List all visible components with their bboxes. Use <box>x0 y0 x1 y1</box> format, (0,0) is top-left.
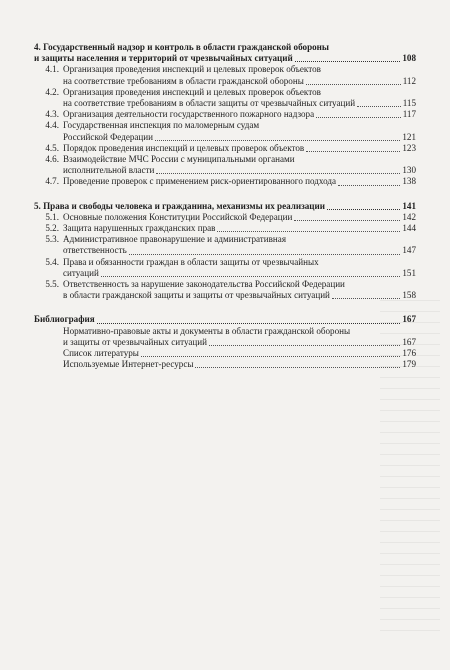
bibliography-item-1 <box>34 326 416 337</box>
leader-dots <box>306 84 401 85</box>
chapter-4-title-cont: и защиты населения и территорий от чрезвычайных ситуаций <box>34 53 293 64</box>
item-title-cont: ответственность <box>63 245 127 256</box>
toc-item-4-2-cont <box>34 98 416 109</box>
item-title: Защита нарушенных гражданских прав <box>63 223 216 234</box>
page-number: 151 <box>402 267 416 278</box>
item-title-cont: на соответствие требованиям в области защиты от чрезвычайных ситуаций <box>63 98 356 109</box>
item-number: 5.1. <box>45 211 59 222</box>
leader-dots <box>357 106 401 107</box>
page-number: 147 <box>402 245 416 256</box>
chapter-5-title-row <box>34 201 416 212</box>
toc-item-4-7 <box>34 176 416 187</box>
page-number: 141 <box>402 200 416 211</box>
toc-item-5-3-cont <box>34 245 416 256</box>
item-title: Административное правонарушение и административная <box>63 234 287 245</box>
leader-dots <box>141 356 400 357</box>
item-number: 4.2. <box>45 86 59 97</box>
page-number: 115 <box>402 98 416 109</box>
toc-item-4-4-cont <box>34 132 416 143</box>
leader-dots <box>195 367 400 368</box>
item-title-cont: ситуаций <box>63 267 99 278</box>
item-title: Нормативно-правовые акты и документы в области гражданской обороны <box>63 325 351 336</box>
toc-item-4-1 <box>34 64 416 75</box>
item-title: Используемые Интернет-ресурсы <box>63 359 194 370</box>
toc-item-5-5-cont <box>34 290 416 301</box>
page-number: 130 <box>402 165 416 176</box>
toc-item-5-1 <box>34 212 416 223</box>
toc-item-4-6-cont <box>34 165 416 176</box>
leader-dots <box>129 254 401 255</box>
table-of-contents <box>34 42 416 370</box>
item-number: 5.3. <box>45 234 59 245</box>
item-title: Организация деятельности государственного пожарного надзора <box>63 109 315 120</box>
leader-dots <box>338 185 400 186</box>
item-title-cont: Российской Федерации <box>63 131 154 142</box>
page-number: 121 <box>402 131 416 142</box>
page-number: 179 <box>402 359 416 370</box>
item-title-cont: исполнительной власти <box>63 165 155 176</box>
toc-item-5-3 <box>34 234 416 245</box>
chapter-4-title-line-1 <box>34 42 416 53</box>
item-title: Проведение проверок с применением риск-ориентированного подхода <box>63 176 337 187</box>
item-title: Организация проведения инспекций и целевых проверок объектов <box>63 86 321 97</box>
chapter-4-title-line-2 <box>34 53 416 64</box>
leader-dots <box>332 298 400 299</box>
bibliography-item-1-cont <box>34 337 416 348</box>
item-number: 4.5. <box>45 142 59 153</box>
toc-item-5-4-cont <box>34 268 416 279</box>
page-number: 117 <box>402 109 416 120</box>
toc-item-4-6 <box>34 154 416 165</box>
item-title: Взаимодействие МЧС России с муниципальными органами <box>63 154 295 165</box>
item-number: 4.6. <box>45 154 59 165</box>
chapter-4-title: 4. Государственный надзор и контроль в области гражданской обороны <box>34 42 330 52</box>
leader-dots <box>155 140 400 141</box>
toc-item-5-4 <box>34 257 416 268</box>
toc-item-4-3 <box>34 109 416 120</box>
item-title: Список литературы <box>63 348 139 359</box>
leader-dots <box>156 173 400 174</box>
item-title: Порядок проведения инспекций и целевых проверок объектов <box>63 142 305 153</box>
item-number: 4.4. <box>45 120 59 131</box>
page-number: 138 <box>402 176 416 187</box>
item-number: 4.7. <box>45 176 59 187</box>
page-number: 167 <box>402 314 416 325</box>
leader-dots <box>294 220 400 221</box>
item-title: Государственная инспекция по маломерным судам <box>63 120 260 131</box>
leader-dots <box>97 323 401 324</box>
toc-item-5-5 <box>34 279 416 290</box>
item-title: Основные положения Конституции Российской Федерации <box>63 211 293 222</box>
bibliography-title-row <box>34 314 416 325</box>
toc-item-4-1-cont <box>34 76 416 87</box>
item-number: 4.3. <box>45 109 59 120</box>
item-number: 5.4. <box>45 256 59 267</box>
item-number: 4.1. <box>45 64 59 75</box>
page-number: 167 <box>402 336 416 347</box>
toc-item-4-4 <box>34 120 416 131</box>
item-title-cont: в области гражданской защиты и защиты от чрезвычайных ситуаций <box>63 290 330 301</box>
item-number: 5.5. <box>45 279 59 290</box>
item-title: Ответственность за нарушение законодательства Российской Федерации <box>63 279 345 290</box>
leader-dots <box>217 231 400 232</box>
page-number: 142 <box>402 211 416 222</box>
leader-dots <box>327 209 400 210</box>
item-title: Организация проведения инспекций и целевых проверок объектов <box>63 64 321 75</box>
toc-item-4-2 <box>34 87 416 98</box>
item-title-cont: и защиты от чрезвычайных ситуаций <box>63 336 208 347</box>
toc-item-5-2 <box>34 223 416 234</box>
item-number: 5.2. <box>45 223 59 234</box>
page-number: 176 <box>402 348 416 359</box>
toc-item-4-5 <box>34 143 416 154</box>
bibliography-item-2 <box>34 348 416 359</box>
leader-dots <box>316 117 401 118</box>
bibliography-title: Библиография <box>34 314 95 325</box>
bibliography-item-3 <box>34 359 416 370</box>
page-number: 123 <box>402 142 416 153</box>
leader-dots <box>101 276 401 277</box>
chapter-5-title: 5. Права и свободы человека и гражданина, механизмы их реализации <box>34 200 326 211</box>
page-number: 108 <box>402 53 416 64</box>
page-number: 112 <box>402 75 416 86</box>
leader-dots <box>209 345 400 346</box>
page-number: 158 <box>402 290 416 301</box>
item-title: Права и обязанности граждан в области защиты от чрезвычайных <box>63 256 319 267</box>
item-title-cont: на соответствие требованиям в области гражданской обороны <box>63 75 304 86</box>
leader-dots <box>306 151 400 152</box>
page-number: 144 <box>402 223 416 234</box>
leader-dots <box>295 61 401 62</box>
